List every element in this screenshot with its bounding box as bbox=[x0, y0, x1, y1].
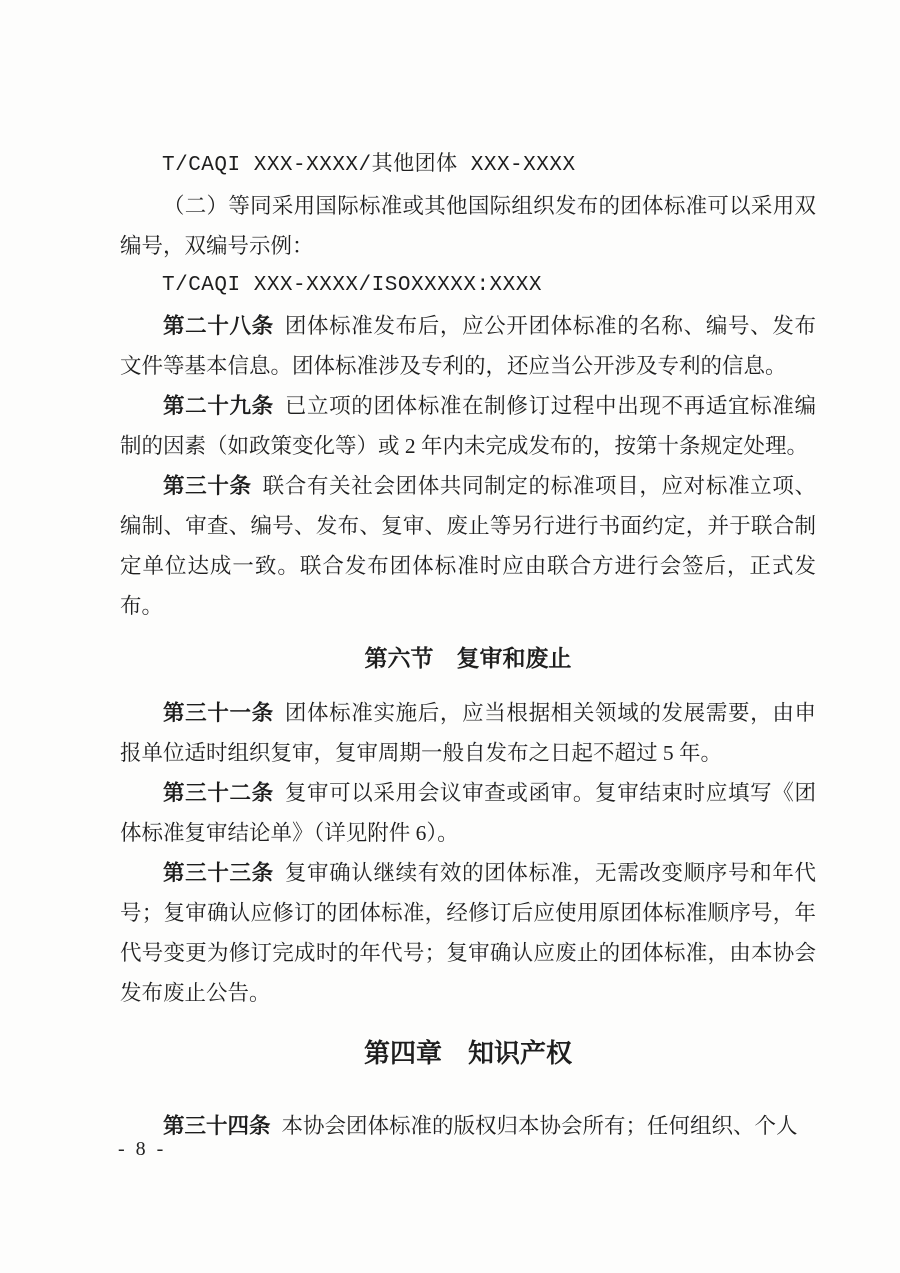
standard-number-example-1: T/CAQI XXX-XXXX/其他团体 XXX-XXXX bbox=[162, 154, 576, 177]
list-item-paragraph bbox=[120, 186, 816, 266]
article-32-paragraph bbox=[120, 773, 816, 853]
article-29-paragraph bbox=[120, 386, 816, 466]
article-32-number: 第三十二条 bbox=[163, 781, 274, 805]
section-heading: 第六节 复审和废止 bbox=[364, 645, 572, 671]
article-30-text: 联合有关社会团体共同制定的标准项目，应对标准立项、编制、审查、编号、发布、复审、废止等另行进行书面约定，并于联合制定单位达成一致。联合发布团体标准时应由联合方进行会签后，正式发布。 bbox=[120, 474, 816, 618]
article-28-text: 团体标准发布后，应公开团体标准的名称、编号、发布文件等基本信息。团体标准涉及专利的，还应当公开涉及专利的信息。 bbox=[120, 314, 816, 378]
article-30-paragraph bbox=[120, 466, 816, 626]
article-33-paragraph bbox=[120, 853, 816, 1013]
article-29-number: 第二十九条 bbox=[163, 394, 274, 418]
article-34-paragraph bbox=[120, 1106, 816, 1146]
page-number: - 8 - bbox=[118, 1138, 167, 1160]
document-body bbox=[120, 146, 816, 1146]
article-33-number: 第三十三条 bbox=[163, 861, 274, 885]
article-34-text: 本协会团体标准的版权归本协会所有；任何组织、个人 bbox=[281, 1114, 798, 1138]
article-30-number: 第三十条 bbox=[163, 474, 252, 498]
article-31-number: 第三十一条 bbox=[163, 701, 274, 725]
article-28-number: 第二十八条 bbox=[163, 314, 274, 338]
article-31-text: 团体标准实施后，应当根据相关领域的发展需要，由申报单位适时组织复审，复审周期一般自发布之日起不超过 5 年。 bbox=[120, 701, 816, 765]
article-28-paragraph bbox=[120, 306, 816, 386]
chapter-heading: 第四章 知识产权 bbox=[363, 1038, 572, 1068]
article-34-number: 第三十四条 bbox=[163, 1114, 271, 1138]
article-31-paragraph bbox=[120, 693, 816, 773]
standard-number-example-2: T/CAQI XXX-XXXX/ISOXXXXX:XXXX bbox=[162, 274, 542, 297]
paragraph-text: （二）等同采用国际标准或其他国际组织发布的团体标准可以采用双编号，双编号示例： bbox=[120, 194, 816, 258]
article-29-text: 已立项的团体标准在制修订过程中出现不再适宜标准编制的因素（如政策变化等）或 2 年内未完成发布的，按第十条规定处理。 bbox=[120, 394, 816, 458]
article-33-text: 复审确认继续有效的团体标准，无需改变顺序号和年代号；复审确认应修订的团体标准，经修订后应使用原团体标准顺序号，年代号变更为修订完成时的年代号；复审确认应废止的团体标准，由本协会发布废止公告。 bbox=[120, 861, 816, 1005]
article-32-text: 复审可以采用会议审查或函审。复审结束时应填写《团体标准复审结论单》（详见附件 6）。 bbox=[120, 781, 816, 845]
